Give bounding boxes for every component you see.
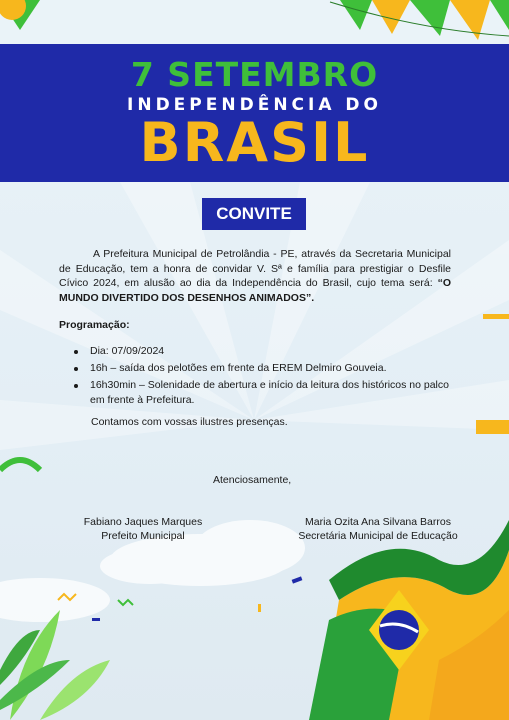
convite-badge: CONVITE <box>202 198 306 230</box>
theme-text: “O MUNDO DIVERTIDO DOS DESENHOS ANIMADOS” <box>59 277 451 304</box>
program-item-text: Dia: 07/09/2024 <box>90 345 165 357</box>
program-item-text: 16h – saída dos pelotões em frente da EREM Delmiro Gouveia. <box>90 362 387 374</box>
header-subtitle: INDEPENDÊNCIA DO <box>127 95 382 115</box>
leaves-decoration <box>0 590 120 720</box>
program-label: Programação: <box>59 319 130 331</box>
regards-text: Atenciosamente, <box>213 474 292 486</box>
signature-name: Fabiano Jaques Marques <box>83 516 203 528</box>
signature-role: Prefeito Municipal <box>101 530 185 542</box>
signature-role: Secretária Municipal de Educação <box>298 530 458 542</box>
theme-end: . <box>311 291 315 304</box>
header-date-title: 7 SETEMBRO <box>130 55 379 94</box>
signature-name: Maria Ozita Ana Silvana Barros <box>305 516 451 528</box>
program-item-text: 16h30min – Solenidade de abertura e início da leitura dos históricos no palco em frente à Prefeitura. <box>90 379 449 406</box>
intro-text: A Prefeitura Municipal de Petrolândia - PE, através da Secretaria Municipal de Educação, tem a honra de convidar V. Sª e família para prestigiar o Desfile Cívico 2024, em alusão ao dia da Independência do Brasil, cujo tema será: <box>59 248 451 289</box>
closing-text: Contamos com vossas ilustres presenças. <box>91 416 288 428</box>
brazil-flag-icon <box>279 520 509 720</box>
header-country-title: BRASIL <box>139 111 370 174</box>
